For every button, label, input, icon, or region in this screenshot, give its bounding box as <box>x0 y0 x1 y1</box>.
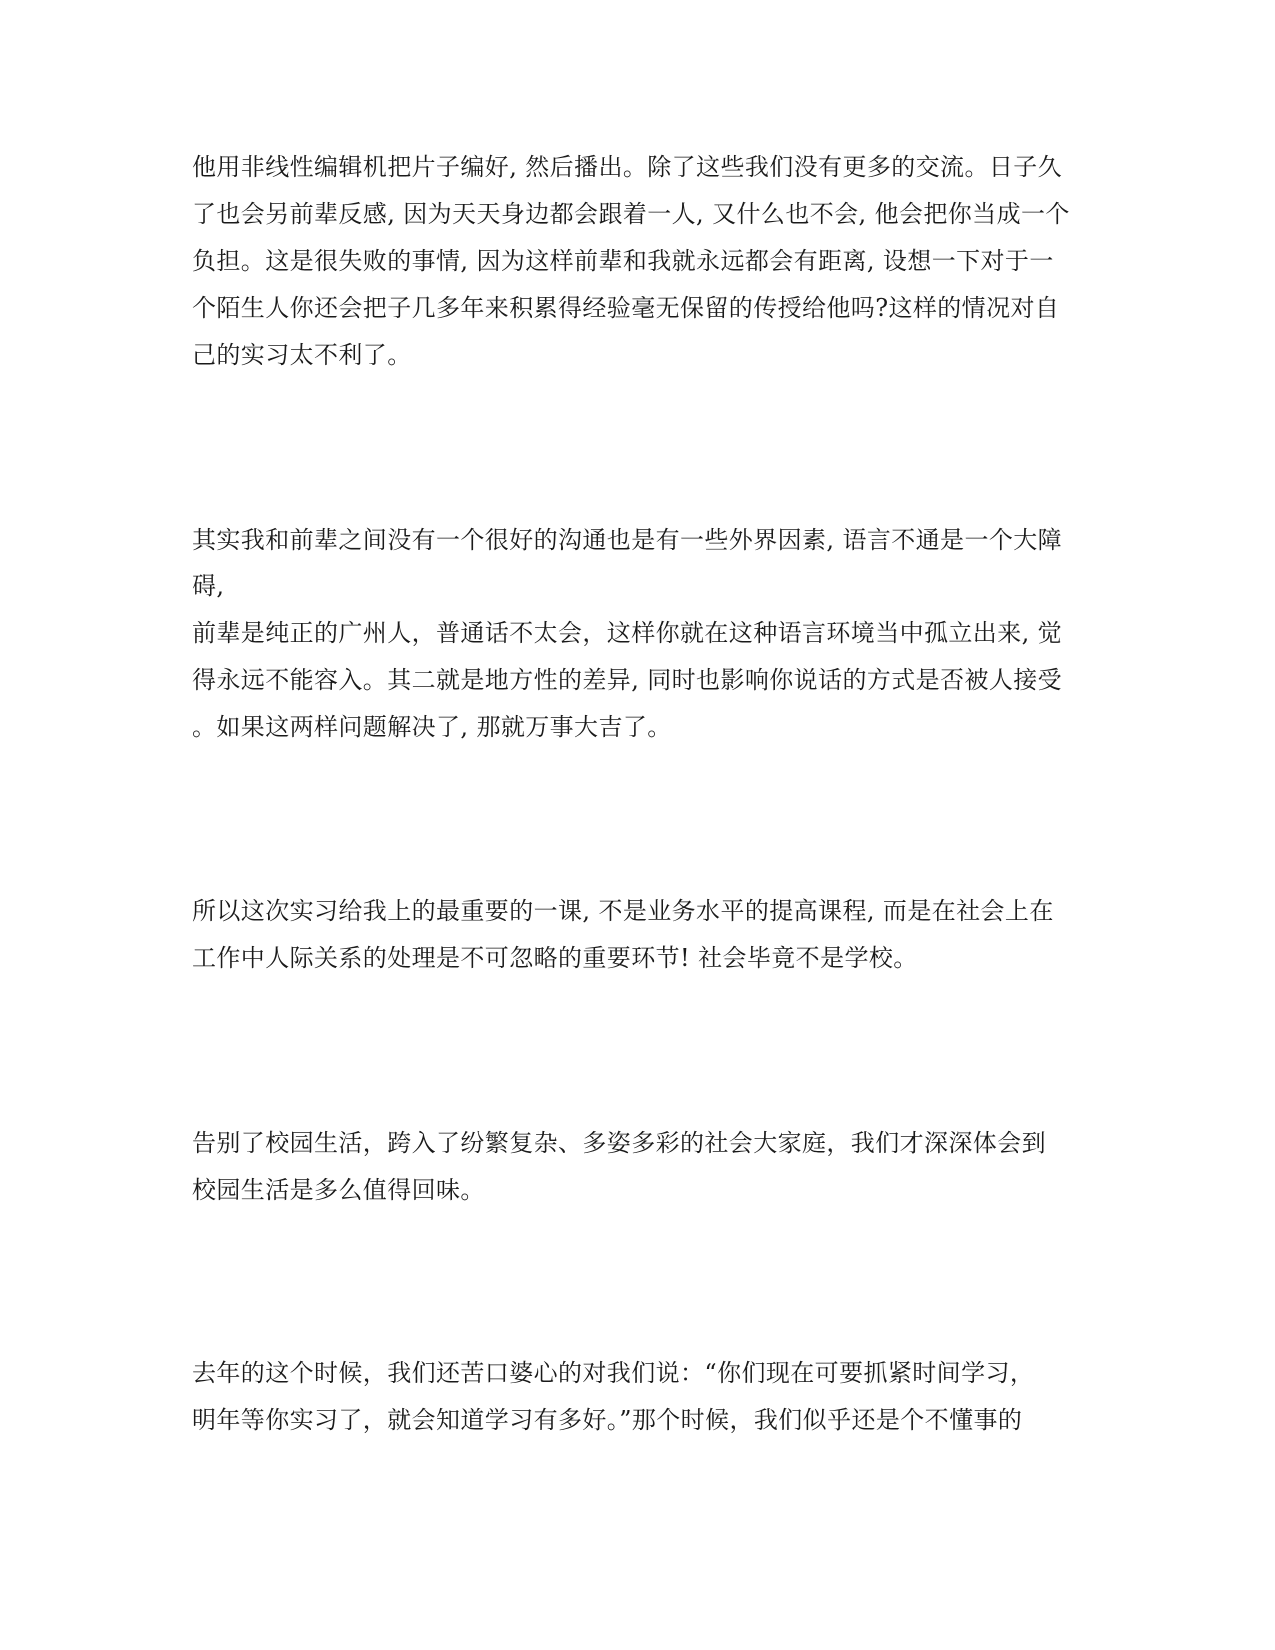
paragraph-line: 其实我和前辈之间没有一个很好的沟通也是有一些外界因素, 语言不通是一个大障 <box>192 526 1063 554</box>
paragraph-line: 个陌生人你还会把子几多年来积累得经验毫无保留的传授给他吗?这样的情况对自 <box>192 294 1060 322</box>
paragraph-line: 告别了校园生活，跨入了纷繁复杂、多姿多彩的社会大家庭，我们才深深体会到 <box>192 1129 1046 1157</box>
paragraph-line: 了也会另前辈反感, 因为天天身边都会跟着一人, 又什么也不会, 他会把你当成一个 <box>192 200 1070 228</box>
paragraph-line: 工作中人际关系的处理是不可忽略的重要环节! 社会毕竟不是学校。 <box>192 944 918 972</box>
paragraph-line: 去年的这个时候，我们还苦口婆心的对我们说：“你们现在可要抓紧时间学习， <box>192 1359 1035 1387</box>
paragraph-line: 校园生活是多么值得回味。 <box>192 1176 485 1204</box>
paragraph-line: 得永远不能容入。其二就是地方性的差异, 同时也影响你说话的方式是否被人接受 <box>192 666 1063 694</box>
paragraph-line: 碍, <box>192 572 225 600</box>
paragraph-line: 明年等你实习了，就会知道学习有多好。”那个时候，我们似乎还是个不懂事的 <box>192 1406 1023 1434</box>
paragraph-line: 。如果这两样问题解决了, 那就万事大吉了。 <box>192 713 672 741</box>
paragraph-line: 前辈是纯正的广州人，普通话不太会，这样你就在这种语言环境当中孤立出来, 觉 <box>192 619 1063 647</box>
paragraph-line: 己的实习太不利了。 <box>192 341 412 369</box>
paragraph-line: 所以这次实习给我上的最重要的一课, 不是业务水平的提高课程, 而是在社会上在 <box>192 897 1054 925</box>
paragraph-line: 他用非线性编辑机把片子编好, 然后播出。除了这些我们没有更多的交流。日子久 <box>192 153 1063 181</box>
paragraph-line: 负担。这是很失败的事情, 因为这样前辈和我就永远都会有距离, 设想一下对于一 <box>192 247 1054 275</box>
